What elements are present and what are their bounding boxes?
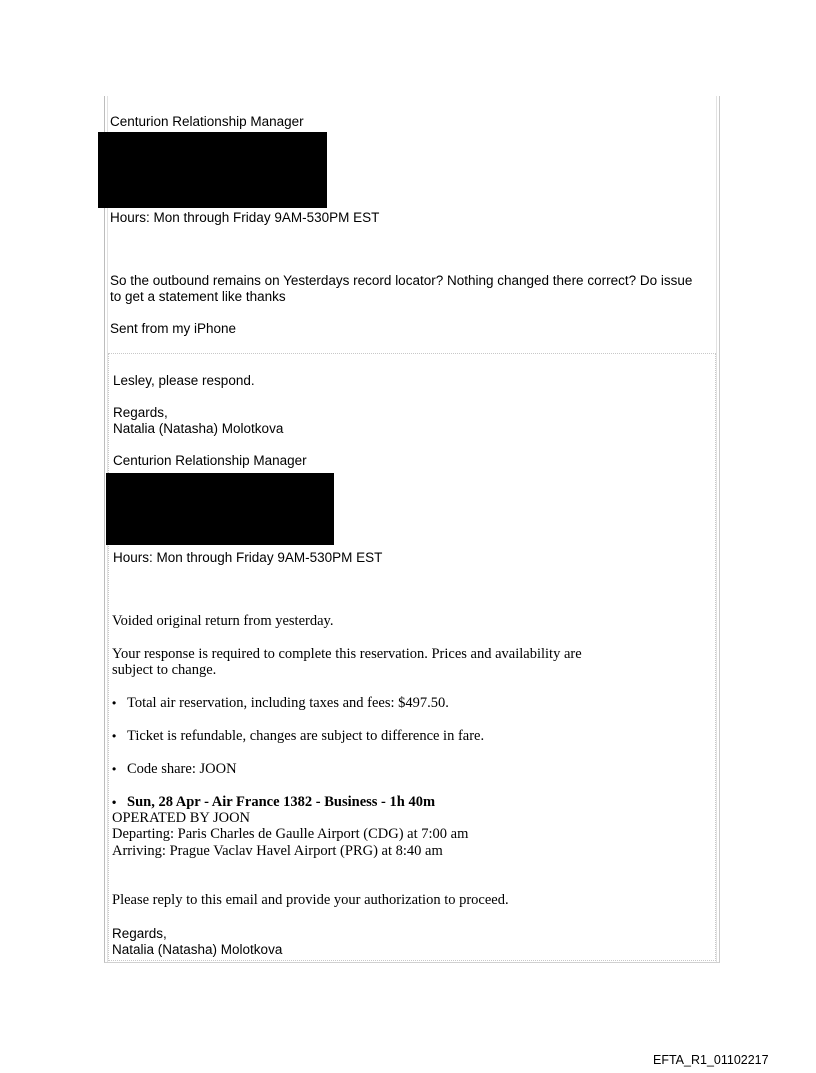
reply-line-1: So the outbound remains on Yesterdays record locator? Nothing changed there correct? Do issue bbox=[110, 273, 693, 288]
bullet-item: Total air reservation, including taxes and fees: $497.50. bbox=[127, 695, 449, 711]
signature-title: Centurion Relationship Manager bbox=[110, 114, 304, 129]
response-line-1: Your response is required to complete this reservation. Prices and availability are bbox=[112, 646, 582, 662]
bullet-marker: • bbox=[112, 762, 117, 776]
quoted-regards: Regards, bbox=[113, 405, 168, 420]
bullet-marker: • bbox=[112, 729, 117, 743]
quoted-hours: Hours: Mon through Friday 9AM-530PM EST bbox=[113, 550, 383, 565]
flight-operator: OPERATED BY JOON bbox=[112, 810, 251, 826]
sent-from-line: Sent from my iPhone bbox=[110, 321, 237, 336]
document-id: EFTA_R1_01102217 bbox=[653, 1053, 769, 1067]
quoted-sender-name: Natalia (Natasha) Molotkova bbox=[113, 421, 284, 436]
authorization-request: Please reply to this email and provide your authorization to proceed. bbox=[112, 892, 509, 908]
signature-hours: Hours: Mon through Friday 9AM-530PM EST bbox=[110, 210, 380, 225]
bullet-marker: • bbox=[112, 795, 117, 809]
response-line-2: subject to change. bbox=[112, 662, 217, 678]
redacted-block bbox=[106, 473, 334, 545]
bullet-marker: • bbox=[112, 696, 117, 710]
flight-departing: Departing: Paris Charles de Gaulle Airport (CDG) at 7:00 am bbox=[112, 826, 469, 842]
voided-note: Voided original return from yesterday. bbox=[112, 613, 334, 629]
quoted-title: Centurion Relationship Manager bbox=[113, 453, 307, 468]
redacted-block bbox=[98, 132, 327, 208]
reply-line-2: to get a statement like thanks bbox=[110, 289, 286, 304]
closing-regards: Regards, bbox=[112, 926, 167, 941]
flight-arriving: Arriving: Prague Vaclav Havel Airport (PRG) at 8:40 am bbox=[112, 843, 443, 859]
bullet-item: Ticket is refundable, changes are subject to difference in fare. bbox=[127, 728, 485, 744]
closing-name: Natalia (Natasha) Molotkova bbox=[112, 942, 283, 957]
bullet-item: Code share: JOON bbox=[127, 761, 237, 777]
flight-heading: Sun, 28 Apr - Air France 1382 - Business - 1h 40m bbox=[127, 794, 436, 810]
quoted-request: Lesley, please respond. bbox=[113, 373, 255, 388]
